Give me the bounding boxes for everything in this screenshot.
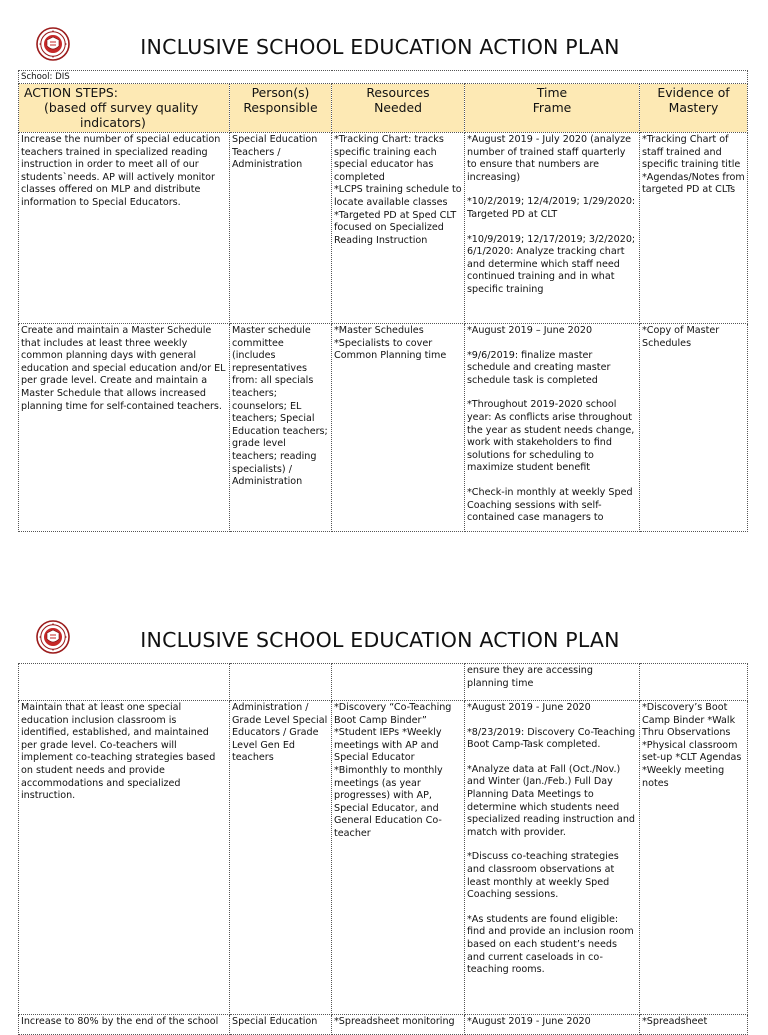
document-title: INCLUSIVE SCHOOL EDUCATION ACTION PLAN	[140, 35, 620, 59]
page-header	[0, 0, 768, 68]
time-frame-item: *8/23/2019: Discovery Co-Teaching Boot Camp-Task completed.	[467, 726, 636, 751]
school-row	[19, 71, 748, 84]
resources-needed-cell: *Tracking Chart: tracks specific training each special educator has completed *LCPS training schedule to locate available classes *Targeted PD at Sped CLT focused on Specialized Reading Instruction	[332, 133, 465, 324]
page-break	[0, 560, 768, 614]
school-seal-icon	[36, 27, 70, 61]
action-plan-table-continued	[18, 663, 748, 1035]
action-plan-table	[18, 70, 748, 532]
evidence-of-mastery-cell: *Copy of Master Schedules	[640, 324, 748, 532]
resources-needed-cell: *Spreadsheet monitoring	[332, 1015, 465, 1035]
time-frame-item: *Throughout 2019-2020 school year: As conflicts arise throughout the year as student needs change, work with stakeholders to find solutions for scheduling to maximize student benefit	[467, 399, 635, 474]
action-step-cell	[19, 664, 230, 701]
time-frame-item: *As students are found eligible: find and provide an inclusion room based on each student’s needs and current caseloads in co-teaching rooms.	[467, 913, 634, 976]
header-action-steps	[19, 84, 230, 133]
evidence-of-mastery-cell: *Spreadsheet	[640, 1015, 748, 1035]
header-action-line1: ACTION STEPS:	[24, 85, 118, 100]
time-frame-item: *10/9/2019; 12/17/2019; 3/2/2020; 6/1/2020: Analyze tracking chart and determine which staff need continued training and in what specific training	[467, 233, 636, 295]
time-frame-cell	[465, 701, 640, 1015]
table-row	[19, 1015, 748, 1035]
person-responsible-cell: Special Education Teachers / Administration	[230, 133, 332, 324]
time-frame-item: *Analyze data at Fall (Oct./Nov.) and Winter (Jan./Feb.) Full Day Planning Data Meetings to determine which students need specialized reading instruction and match with provider.	[467, 763, 635, 838]
header-time-frame: Time Frame	[465, 84, 640, 133]
person-responsible-cell: Administration / Grade Level Special Educators / Grade Level Gen Ed teachers	[230, 701, 332, 1015]
table-row	[19, 133, 748, 324]
person-responsible-cell: Special Education	[230, 1015, 332, 1035]
header-person-responsible: Person(s) Responsible	[230, 84, 332, 133]
time-frame-item: *Check-in monthly at weekly Sped Coaching sessions with self-contained case managers to	[467, 486, 633, 524]
time-frame-item: *10/2/2019; 12/4/2019; 1/29/2020: Targeted PD at CLT	[467, 196, 636, 220]
table-header-row	[19, 84, 748, 133]
header-action-line3: indicators)	[80, 115, 146, 130]
action-step-cell: Create and maintain a Master Schedule that includes at least three weekly common planning days with general education and special education and/or EL per grade level. Create and maintain a Master Schedule that allows increased planning time for self-contained teachers.	[19, 324, 230, 532]
resources-needed-cell: *Master Schedules *Specialists to cover Common Planning time	[332, 324, 465, 532]
time-frame-item: *August 2019 – June 2020	[467, 325, 593, 336]
document-title: INCLUSIVE SCHOOL EDUCATION ACTION PLAN	[140, 628, 620, 652]
resources-needed-cell	[332, 664, 465, 701]
time-frame-item: *August 2019 - June 2020	[467, 702, 591, 713]
time-frame-item: *Discuss co-teaching strategies and classroom observations at least monthly at weekly Sped Coaching sessions.	[467, 851, 619, 901]
action-step-cell: Maintain that at least one special education inclusion classroom is identified, established, and maintained per grade level. Co-teachers will implement co-teaching strategies based on student needs and provide accommodations and specialized instruction.	[19, 701, 230, 1015]
time-frame-item: *August 2019 - July 2020 (analyze number of trained staff quarterly to ensure that numbers are increasing)	[467, 134, 632, 183]
resources-needed-cell: *Discovery “Co-Teaching Boot Camp Binder” *Student IEPs *Weekly meetings with AP and Special Educator *Bimonthly to monthly meetings (as year progresses) with AP, Special Educator, and General Education Co-teacher	[332, 701, 465, 1015]
time-frame-cell	[465, 1015, 640, 1035]
table-row	[19, 664, 748, 701]
school-seal-icon	[36, 620, 70, 654]
table-row	[19, 324, 748, 532]
school-label: School: DIS	[19, 71, 748, 84]
header-evidence-of-mastery: Evidence of Mastery	[640, 84, 748, 133]
evidence-of-mastery-cell	[640, 664, 748, 701]
time-frame-item: *9/6/2019: finalize master schedule and creating master schedule task is completed	[467, 349, 611, 386]
evidence-of-mastery-cell: *Discovery’s Boot Camp Binder *Walk Thru Observations *Physical classroom set-up *CLT Agendas *Weekly meeting notes	[640, 701, 748, 1015]
header-action-line2: (based off survey quality	[44, 100, 199, 115]
time-frame-cell	[465, 133, 640, 324]
person-responsible-cell	[230, 664, 332, 701]
table-row	[19, 701, 748, 1015]
time-frame-cell	[465, 324, 640, 532]
time-frame-item: *August 2019 - June 2020	[467, 1016, 591, 1027]
time-frame-cell: ensure they are accessing planning time	[465, 664, 640, 701]
action-step-cell: Increase the number of special education teachers trained in specialized reading instruction in order to meet all of our students`needs. AP will actively monitor classes offered on MLP and distribute information to Special Educators.	[19, 133, 230, 324]
action-step-cell: Increase to 80% by the end of the school	[19, 1015, 230, 1035]
header-resources-needed: Resources Needed	[332, 84, 465, 133]
evidence-of-mastery-cell: *Tracking Chart of staff trained and specific training title *Agendas/Notes from targeted PD at CLTs	[640, 133, 748, 324]
person-responsible-cell: Master schedule committee (includes representatives from: all specials teachers; counselors; EL teachers; Special Education teachers; grade level teachers; reading specialists) / Administration	[230, 324, 332, 532]
document-page-2	[0, 614, 768, 1027]
